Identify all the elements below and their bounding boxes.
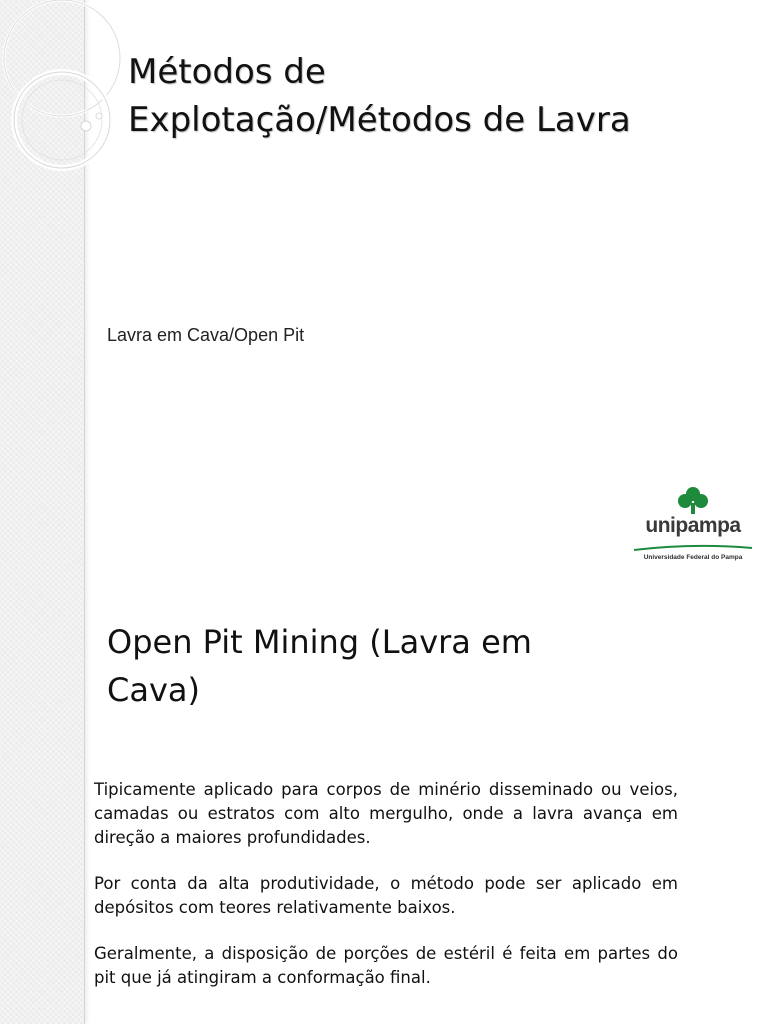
paragraph-3: Geralmente, a disposição de porções de estéril é feita em partes do pit que já atingiram a conformação final.: [94, 944, 678, 987]
decorative-rings: [0, 0, 140, 200]
paragraph-1: Tipicamente aplicado para corpos de minério disseminado ou veios, camadas ou estratos com alto mergulho, onde a lavra avança em direção a maiores profundidades.: [94, 780, 678, 847]
unipampa-logo: [632, 486, 754, 566]
section-heading: [107, 618, 667, 714]
paragraph-2: Por conta da alta produtividade, o método pode ser aplicado em depósitos com teores relativamente baixos.: [94, 874, 678, 917]
tree-icon: [632, 486, 754, 516]
body-text: [94, 778, 678, 1012]
logo-swoosh: [632, 543, 754, 553]
section-heading-line-1: Open Pit Mining (Lavra em: [107, 623, 532, 661]
logo-wordmark: unipampa: [645, 514, 741, 537]
slide-title-line-1: Métodos de: [128, 52, 326, 92]
slide-title: [128, 48, 728, 144]
logo-tagline: Universidade Federal do Pampa: [643, 554, 743, 561]
slide-title-line-2: Explotação/Métodos de Lavra: [128, 100, 631, 140]
section-heading-line-2: Cava): [107, 671, 200, 709]
slide-subtitle: Lavra em Cava/Open Pit: [107, 325, 305, 345]
